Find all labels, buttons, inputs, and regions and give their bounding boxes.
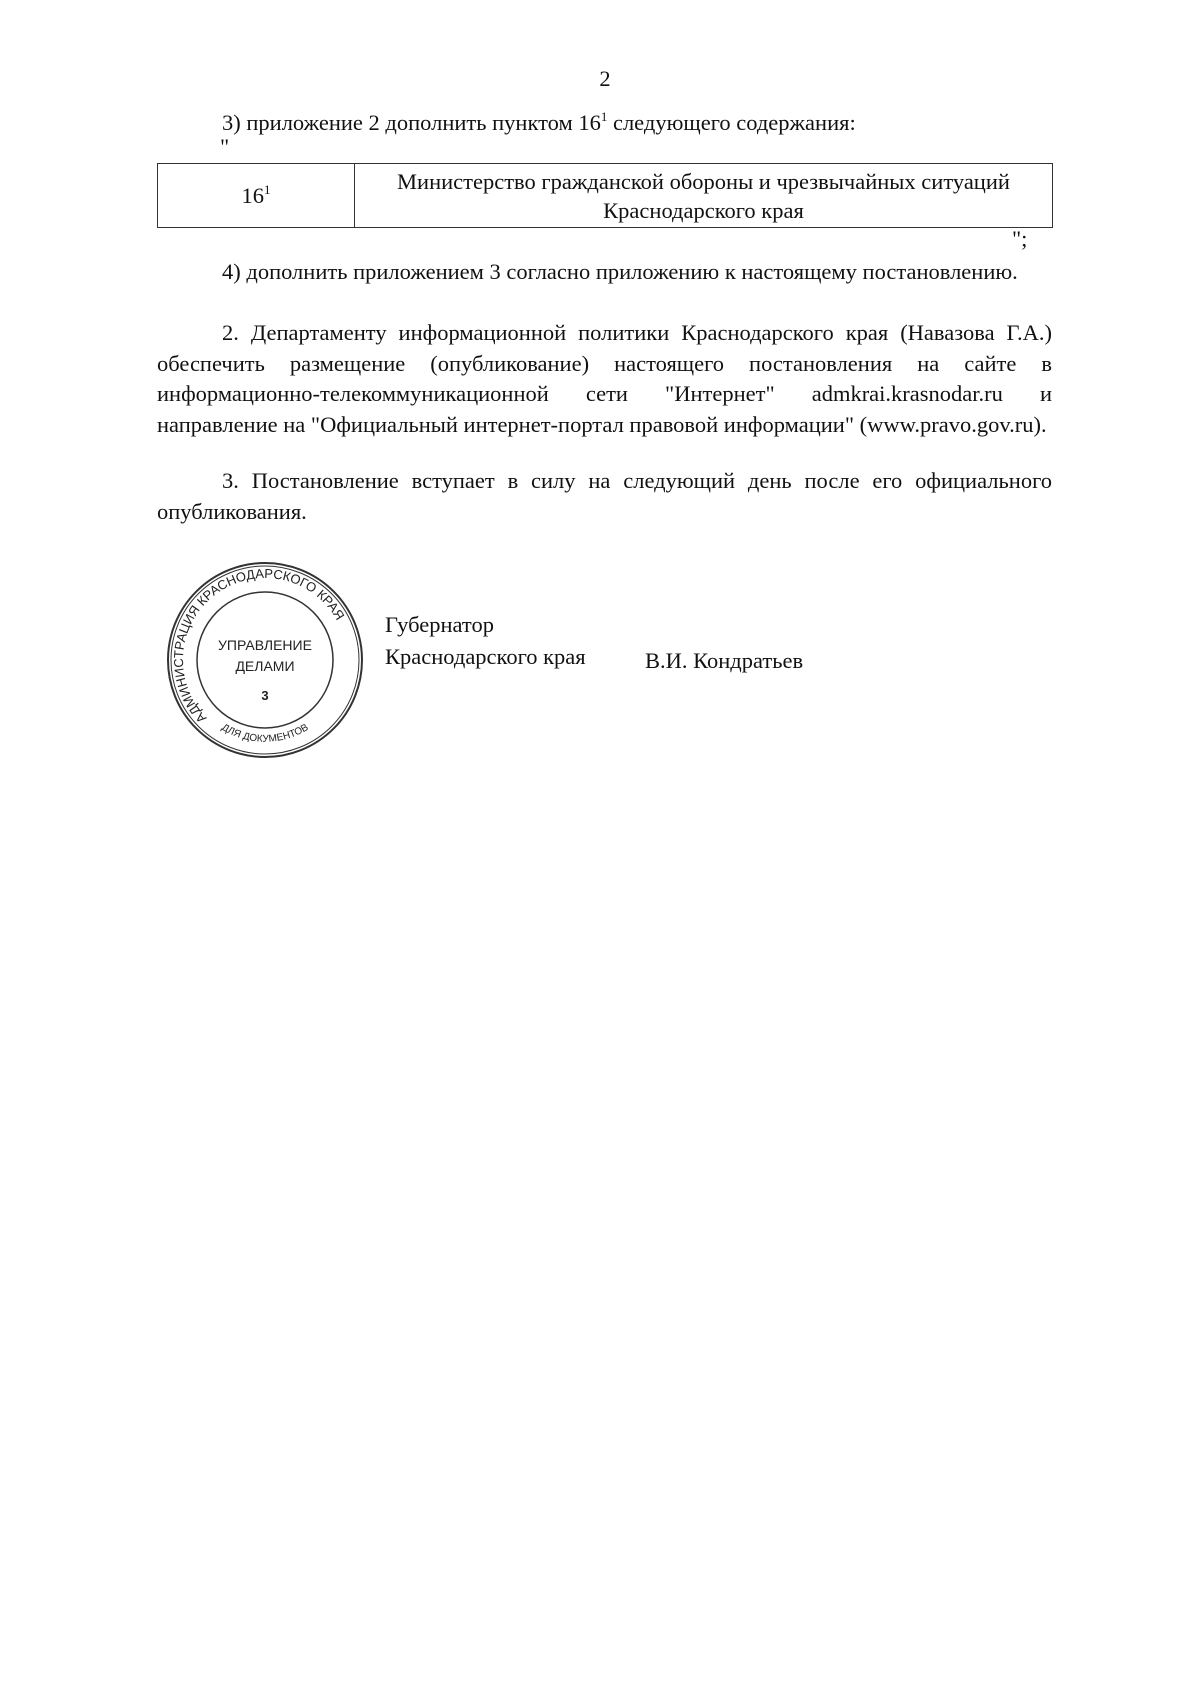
svg-text:ДЛЯ ДОКУМЕНТОВ	[220, 722, 311, 745]
stamp-inner-1: УПРАВЛЕНИЕ	[218, 637, 312, 653]
item-3-text: 3) приложение 2 дополнить пунктом 16	[222, 110, 601, 135]
stamp-bottom-text: ДЛЯ ДОКУМЕНТОВ	[219, 722, 311, 745]
item-4: 4) дополнить приложением 3 согласно приложению к настоящему постановлению.	[222, 259, 1018, 284]
close-quote: ";	[1012, 226, 1028, 251]
item-3	[157, 108, 1052, 139]
open-quote: "	[220, 134, 230, 159]
point-2: 2. Департаменту информационной политики Краснодарского края (Навазова Г.А.) обеспечить размещение (опубликование) настоящего постановления на сайте в информационно-телекоммуникационной сети "Интернет" admkrai.krasnodar.ru и направление на "Официальный интернет-портал правовой информации" (www.pravo.gov.ru).	[157, 320, 1052, 437]
point-3: 3. Постановление вступает в силу на следующий день после его официального опубликования.	[157, 468, 1052, 524]
signature-position-2: Краснодарского края	[385, 644, 586, 669]
stamp-outer-text: АДМИНИСТРАЦИЯ КРАСНОДАРСКОГО КРАЯ	[170, 565, 348, 727]
signature-name: В.И. Кондратьев	[645, 648, 804, 673]
stamp-inner-2: ДЕЛАМИ	[235, 658, 295, 674]
row-number: $16^1$	[158, 164, 355, 228]
official-seal	[160, 560, 370, 760]
signature-position-1: Губернатор	[385, 612, 494, 637]
stamp-number: 3	[261, 688, 269, 703]
page-number: 2	[599, 66, 611, 91]
row-name: Министерство гражданской обороны и чрезвычайных ситуаций Краснодарского края	[355, 164, 1053, 228]
appendix-table	[157, 163, 1053, 228]
item-3-text-after: следующего содержания:	[607, 110, 856, 135]
table-row	[158, 164, 1053, 228]
item-3-sup: 1	[600, 109, 608, 124]
